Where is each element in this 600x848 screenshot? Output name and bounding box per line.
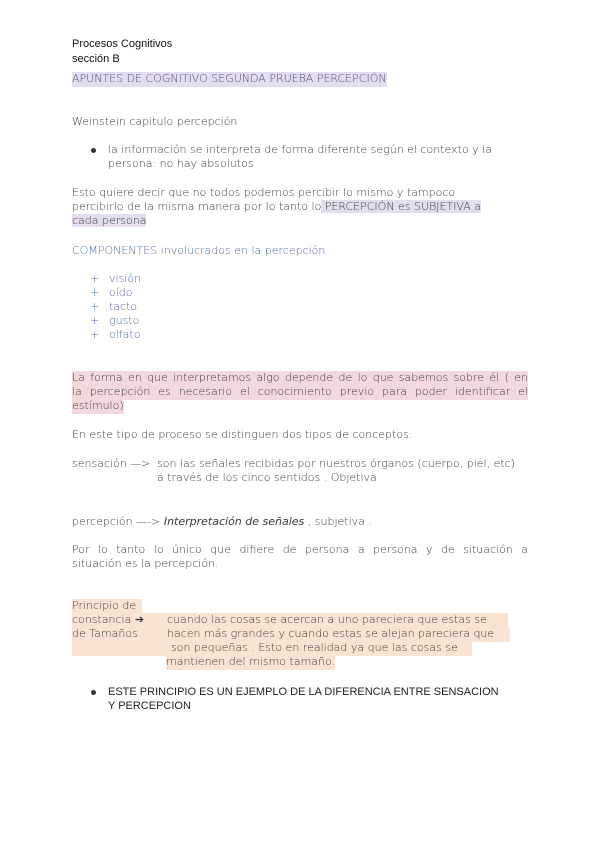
component-item [90,286,99,301]
subjective-highlight-cont: cada persona [72,214,147,227]
component-label: gusto [109,314,140,327]
principle-label1: Principio de [72,599,142,614]
component-label: visión [109,272,142,285]
final-bullet-line2: Y PERCEPCION [108,700,191,712]
para1-line2 [72,200,481,215]
plus-icon: + [90,328,100,341]
bullet1-line1: la información se interpreta de forma diferente según el contexto y la [108,143,492,156]
plus-icon: + [90,314,100,327]
component-item [90,314,99,329]
para2-line3: estímulo) [72,399,124,412]
document-title: APUNTES DE COGNITIVO SEGUNDA PRUEBA PERCEPCIÓN [72,72,387,85]
percepcion-term: percepción —-> [72,515,161,528]
para3: En este tipo de proceso se distinguen dos tipos de conceptos: [72,428,413,441]
principle-line3: son pequeñas . Esto en realidad ya que las cosas se [171,641,458,654]
para1-line2-plain: percibirlo de la misma manera por lo tanto lo [72,200,322,213]
sensacion-line1: son las señales recibidas por nuestros órganos (cuerpo, piel, etc) [157,457,515,470]
plus-icon: + [90,286,100,299]
percepcion-line [72,515,372,530]
para2-line1: La forma en que interpretamos algo depende de lo que sabemos sobre él ( en [72,371,528,384]
principle-line2: hacen más grandes y cuando estas se alejan pareciera que [167,627,495,640]
bullet1-line2: persona: no hay absolutos [108,157,254,170]
principle-label3: de Tamaños [72,627,138,640]
bullet-dot [91,148,96,153]
percepcion-def: Interpretación de señales [163,515,305,528]
para4-line2: situación es la percepción. [72,557,219,570]
component-label: tacto [109,300,138,313]
components-heading: COMPONENTES involucrados en la percepción [72,244,326,257]
principle-line4: mantienen del mismo tamaño. [166,655,336,668]
source-line: Weinstein capitulo percepción [72,115,238,128]
component-label: oído [109,286,133,299]
plus-icon: + [90,300,100,313]
final-bullet-line1: ESTE PRINCIPIO ES UN EJEMPLO DE LA DIFERENCIA ENTRE SENSACION [108,686,499,698]
para1-line3 [72,214,146,229]
principle-label2: constancia ➔ [72,613,145,626]
component-item [90,272,99,287]
component-item [90,328,99,343]
component-item [90,300,99,315]
component-label: olfato [109,328,141,341]
sensacion-term: sensación —> [72,457,151,470]
course-name: Procesos Cognitivos [72,38,173,50]
para4-line1: Por lo tanto lo único que difiere de persona a persona y de situación a [72,543,528,556]
percepcion-tail: , subjetiva . [304,515,372,528]
sensacion-line2: a través de los cinco sentidos . Objetiva [157,471,377,484]
plus-icon: + [90,272,100,285]
principle-line1: cuando las cosas se acercan a uno pareciera que estas se [167,613,487,626]
section-name: sección B [72,53,120,65]
para1-line1: Esto quiere decir que no todos podemos percibir lo mismo y tampoco [72,186,456,199]
subjective-highlight: PERCEPCIÓN es SUBJETIVA a [321,200,482,213]
bullet-dot [91,690,96,695]
para2-line2: la percepción es necesario el conocimiento previo para poder identificar el [72,385,528,398]
